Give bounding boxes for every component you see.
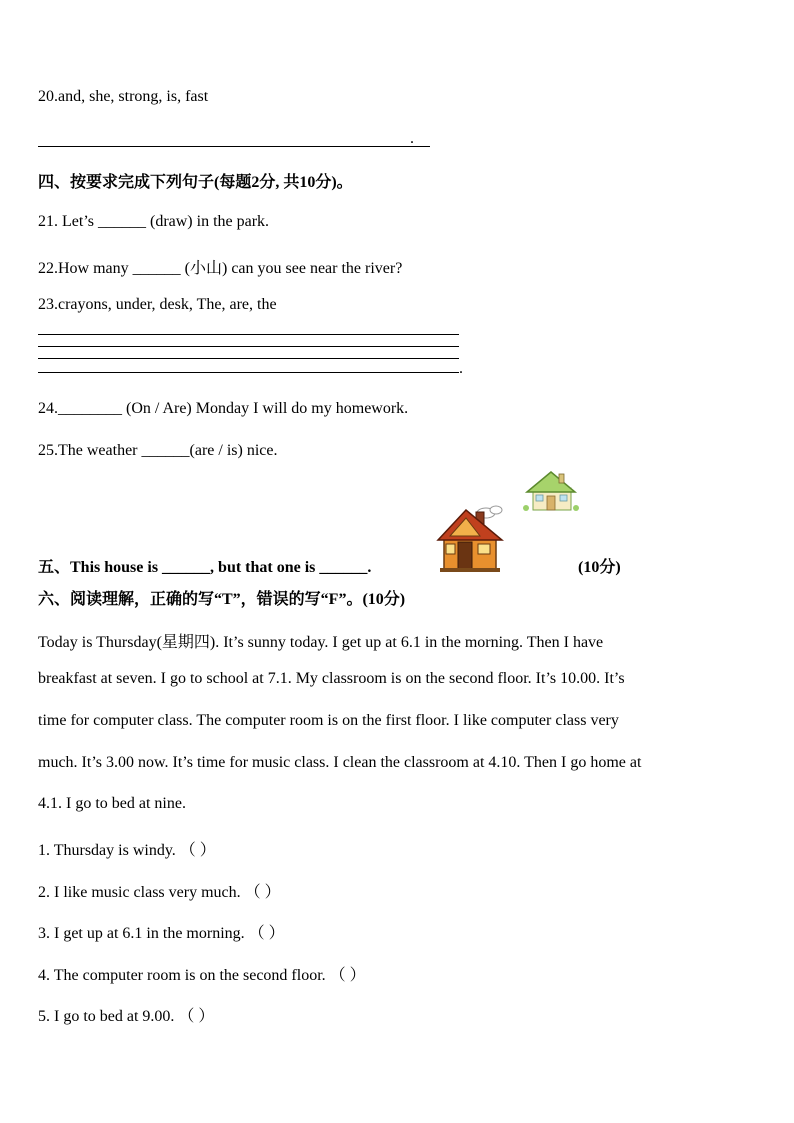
passage-line: breakfast at seven. I go to school at 7.1. My classroom is on the second floor. It’s 10.00. It’s (38, 670, 625, 687)
section-4-title: 四、按要求完成下列句子(每题2分, 共10分)。 (38, 174, 353, 191)
small-house-icon (523, 468, 579, 512)
tf-item-5[interactable]: 5. I go to bed at 9.00. （ ） (38, 1008, 215, 1025)
answer-line-23-3 (38, 358, 459, 359)
question-22: 22.How many ______ (小山) can you see near the river? (38, 260, 403, 277)
question-23: 23.crayons, under, desk, The, are, the (38, 296, 277, 313)
question-20: 20.and, she, strong, is, fast (38, 88, 209, 105)
passage-line: time for computer class. The computer room is on the first floor. I like computer class very (38, 712, 619, 729)
tf-item-4[interactable]: 4. The computer room is on the second floor. （ ） (38, 967, 366, 984)
passage-line: Today is Thursday(星期四). It’s sunny today. I get up at 6.1 in the morning. Then I have (38, 634, 604, 651)
tf-item-2[interactable]: 2. I like music class very much. （ ） (38, 884, 281, 901)
answer-line-20 (38, 146, 430, 147)
answer-line-23-1 (38, 334, 459, 335)
section-5-score: (10分) (578, 559, 621, 576)
passage-line: much. It’s 3.00 now. It’s time for music class. I clean the classroom at 4.10. Then I go home at (38, 754, 642, 771)
answer-line-23-end: . (459, 360, 463, 377)
answer-line-23-4 (38, 372, 459, 373)
answer-line-23-2 (38, 346, 459, 347)
question-25: 25.The weather ______(are / is) nice. (38, 442, 278, 459)
section-5-title: 五、This house is ______, but that one is ______. (38, 559, 372, 576)
answer-line-20-end: . (410, 130, 414, 147)
section-6-title: 六、阅读理解，正确的写“T”，错误的写“F”。(10分) (38, 591, 406, 608)
question-24: 24.________ (On / Are) Monday I will do my homework. (38, 400, 409, 417)
question-21: 21. Let’s ______ (draw) in the park. (38, 213, 270, 230)
tf-item-3[interactable]: 3. I get up at 6.1 in the morning. （ ） (38, 925, 285, 942)
big-house-icon (436, 504, 504, 574)
passage-line: 4.1. I go to bed at nine. (38, 795, 186, 812)
tf-item-1[interactable]: 1. Thursday is windy. （ ） (38, 842, 216, 859)
